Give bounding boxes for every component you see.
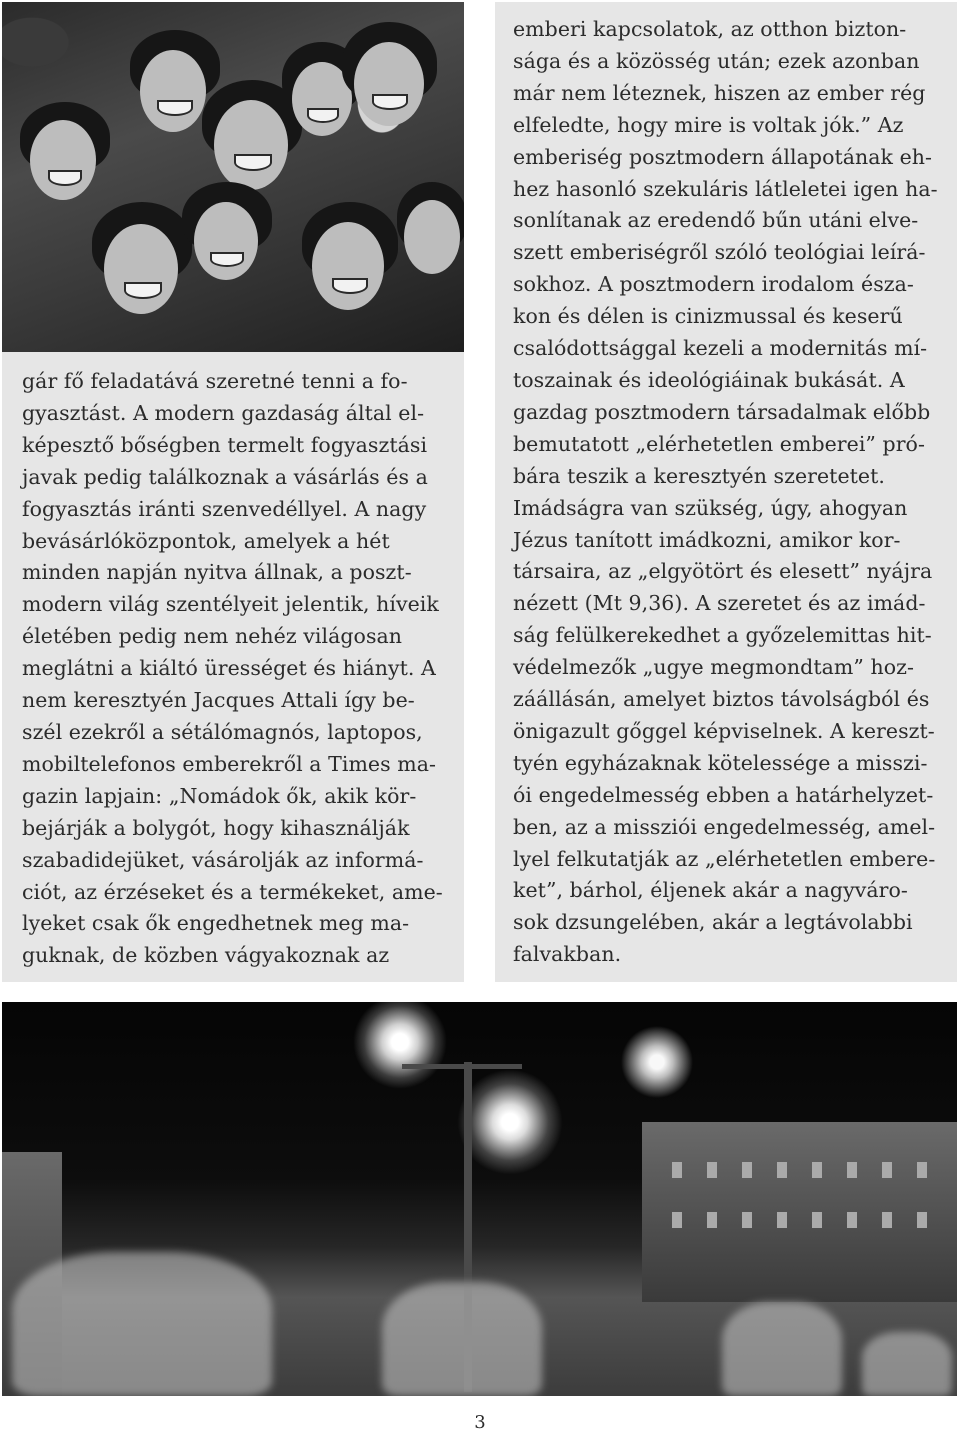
photo-detail <box>104 224 178 314</box>
text-line: önigazult gőggel képviselnek. A kereszt- <box>513 718 935 743</box>
photo-detail <box>404 200 460 274</box>
text-line: záállásán, amelyet biztos távolságból és <box>513 687 930 712</box>
text-line: bevásárlóközpontok, amelyek a hét <box>22 528 390 553</box>
text-line: lyel felkutatják az „elérhetetlen embere- <box>513 846 936 871</box>
body-text-left <box>22 366 450 972</box>
photo-detail <box>12 1252 272 1396</box>
photo-detail <box>707 1212 717 1228</box>
text-line: mobiltelefonos emberekről a Times ma- <box>22 751 436 776</box>
photo-detail <box>48 170 82 186</box>
text-line: ket”, bárhol, éljenek akár a nagyváro- <box>513 878 908 903</box>
photo-detail <box>214 100 288 190</box>
photo-detail <box>234 154 272 171</box>
text-line: emberiség posztmodern állapotának eh- <box>513 144 933 169</box>
photo-detail <box>917 1212 927 1228</box>
text-line: tyén egyházaknak kötelessége a misszi- <box>513 750 928 775</box>
photo-detail <box>882 1212 892 1228</box>
text-line: emberi kapcsolatok, az otthon bizton- <box>513 17 907 41</box>
photo-detail <box>354 42 424 126</box>
text-line: nézett (Mt 9,36). A szeretet és az imád- <box>513 591 926 616</box>
text-line: szél ezekről a sétálómagnós, laptopos, <box>22 719 423 744</box>
text-line: nem keresztyén Jacques Attali így be- <box>22 688 415 713</box>
text-line: bára teszik a keresztyén szeretetet. <box>513 463 885 488</box>
photo-detail <box>672 1212 682 1228</box>
photo-detail <box>882 1162 892 1178</box>
text-line: gár fő feladatává szeretné tenni a fo- <box>22 369 408 393</box>
photo-detail <box>312 222 384 310</box>
text-line: fogyasztás iránti szenvedéllyel. A nagy <box>22 496 427 521</box>
text-line: gazin lapjain: „Nomádok ők, akik kör- <box>22 783 417 808</box>
text-line: minden napján nyitva állnak, a poszt- <box>22 560 412 585</box>
photo-detail <box>210 252 244 267</box>
photo-detail <box>742 1212 752 1228</box>
photo-detail <box>742 1162 752 1178</box>
photo-detail <box>777 1212 787 1228</box>
text-line: gazdag posztmodern társadalmak előbb <box>513 399 931 424</box>
photo-detail <box>862 1332 952 1396</box>
body-text-right <box>513 14 941 971</box>
text-line: szett emberiségről szóló teológiai leírá- <box>513 240 926 265</box>
photo-detail <box>722 1302 842 1396</box>
text-line: guknak, de közben vágyakoznak az <box>22 943 390 968</box>
photo-detail <box>642 1122 957 1302</box>
text-line: falvakban. <box>513 942 622 967</box>
left-column <box>2 2 464 982</box>
photo-detail <box>382 1282 542 1396</box>
photo-detail <box>332 278 368 294</box>
text-line: bemutatott „elérhetetlen emberei” pró- <box>513 431 925 456</box>
text-line: Imádságra van szükség, úgy, ahogyan <box>513 495 908 520</box>
page-number: 3 <box>474 1412 486 1433</box>
text-line: már nem léteznek, hiszen az ember rég <box>513 80 926 105</box>
text-line: társaira, az „elgyötört és elesett” nyájra <box>513 559 933 584</box>
text-line: elfeledte, hogy mire is voltak jók.” Az <box>513 112 904 137</box>
photo-detail <box>672 1162 682 1178</box>
text-line: toszainak és ideológiáinak bukását. A <box>513 367 905 392</box>
photo-detail <box>157 100 193 116</box>
text-line: sága és a közösség után; ezek azonban <box>513 48 920 73</box>
text-line: hez hasonló szekuláris látleletei igen ha- <box>513 176 938 201</box>
right-column <box>495 2 957 982</box>
text-line: szabadidejüket, vásárolják az informá- <box>22 847 424 872</box>
photo-detail <box>847 1162 857 1178</box>
photo-detail <box>402 1064 522 1069</box>
photo-detail <box>307 108 339 123</box>
text-line: sok dzsungelében, akár a legtávolabbi <box>513 910 913 935</box>
text-line: bejárják a bolygót, hogy kihasználják <box>22 815 410 840</box>
photo-detail <box>194 202 258 280</box>
text-line: képesztő bőségben termelt fogyasztási <box>22 432 428 457</box>
text-line: csalódottsággal kezeli a modernitás mí- <box>513 336 928 361</box>
photo-detail <box>812 1212 822 1228</box>
text-line: Jézus tanított imádkozni, amikor kor- <box>513 527 901 552</box>
text-line: életében pedig nem nehéz világosan <box>22 624 403 649</box>
photo-detail <box>707 1162 717 1178</box>
text-line: modern világ szentélyeit jelentik, híveik <box>22 592 439 617</box>
photo-detail <box>847 1212 857 1228</box>
text-line: lyeket csak ők engedhetnek meg ma- <box>22 911 410 936</box>
text-line: javak pedig találkoznak a vásárlás és a <box>22 464 428 489</box>
photo-detail <box>777 1162 787 1178</box>
text-line: ói engedelmesség ebben a határhelyzet- <box>513 782 934 807</box>
photo-detail <box>917 1162 927 1178</box>
text-line: ben, az a missziói engedelmesség, amel- <box>513 814 936 839</box>
text-line: gyasztást. A modern gazdaság által el- <box>22 400 425 425</box>
text-line: meglátni a kiáltó ürességet és hiányt. A <box>22 656 436 681</box>
text-line: ciót, az érzéseket és a termékeket, ame- <box>22 879 443 904</box>
text-line: ság felülkerekedhet a győzelemittas hit- <box>513 623 932 648</box>
night-street-photo <box>2 1002 957 1396</box>
photo-detail <box>30 120 96 200</box>
photo-detail <box>372 94 408 110</box>
children-group-photo <box>2 2 464 352</box>
photo-detail <box>812 1162 822 1178</box>
text-line: kon és délen is cinizmussal és keserű <box>513 304 903 329</box>
text-line: sonlítanak az eredendő bűn utáni elve- <box>513 208 919 233</box>
photo-detail <box>140 50 206 132</box>
text-line: védelmezők „ugye megmondtam” hoz- <box>513 655 914 680</box>
photo-detail <box>124 282 162 299</box>
text-line: sokhoz. A posztmodern irodalom észa- <box>513 272 914 297</box>
